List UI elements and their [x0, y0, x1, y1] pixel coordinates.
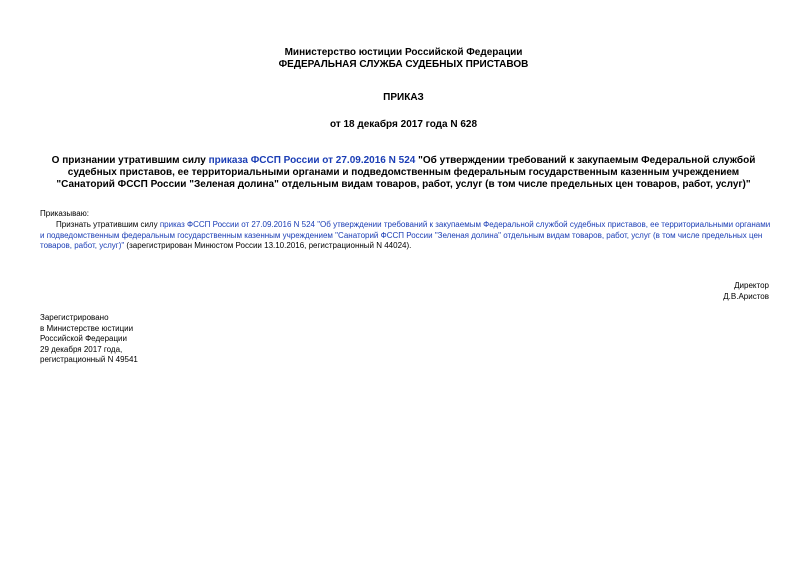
service-name: ФЕДЕРАЛЬНАЯ СЛУЖБА СУДЕБНЫХ ПРИСТАВОВ [278, 59, 529, 70]
subject-link[interactable]: приказа ФССП России от 27.09.2016 N 524 [208, 155, 416, 166]
paragraph-prefix: Признать утратившим силу [56, 220, 160, 229]
paragraph-link-ref: приказ ФССП России от 27.09.2016 N 524 [159, 220, 315, 229]
registration-line: Российской Федерации [40, 334, 127, 344]
signature-block [723, 281, 769, 302]
paragraph-suffix: (зарегистрирован Минюстом России 13.10.2016, регистрационный N 44024). [124, 241, 412, 251]
signatory-position: Директор [734, 281, 769, 290]
order-subject [40, 155, 767, 192]
registration-line: 29 декабря 2017 года, [40, 344, 123, 354]
order-paragraph [40, 220, 772, 252]
registration-line: Зарегистрировано [40, 313, 109, 322]
registration-line: регистрационный N 49541 [40, 355, 138, 365]
registration-line: в Министерстве юстиции [40, 323, 134, 333]
document-title: ПРИКАЗ [383, 92, 424, 103]
subject-suffix: "Об утверждении требований к закупаемым Федеральной службой судебных приставов, ее территориальными органами и подведомственным федеральным государственным казенным учреждением "Санаторий ФССП России "Зеленая долина" отдельным видам товаров, работ, услуг (в том числе предельных цен товаров, работ, услуг)" [56, 155, 756, 191]
registration-block [40, 313, 138, 366]
order-intro: Приказываю: [40, 209, 89, 218]
subject-prefix: О признании утратившим силу [51, 155, 209, 166]
order-date: от 18 декабря 2017 года N 628 [329, 119, 478, 130]
paragraph-link-title: "Об утверждении требований к закупаемым Федеральной службой судебных приставов, ее территориальными органами и подведомственным федеральным государственным казенным учреждением "Санаторий ФССП России "Зеленая долина" отдельным видам товаров, работ, услуг (в том числе предельных цен товаров, работ, услуг)" [40, 220, 771, 251]
signatory-name: Д.В.Аристов [723, 291, 769, 301]
ministry-name: Министерство юстиции Российской Федерации [284, 47, 523, 58]
